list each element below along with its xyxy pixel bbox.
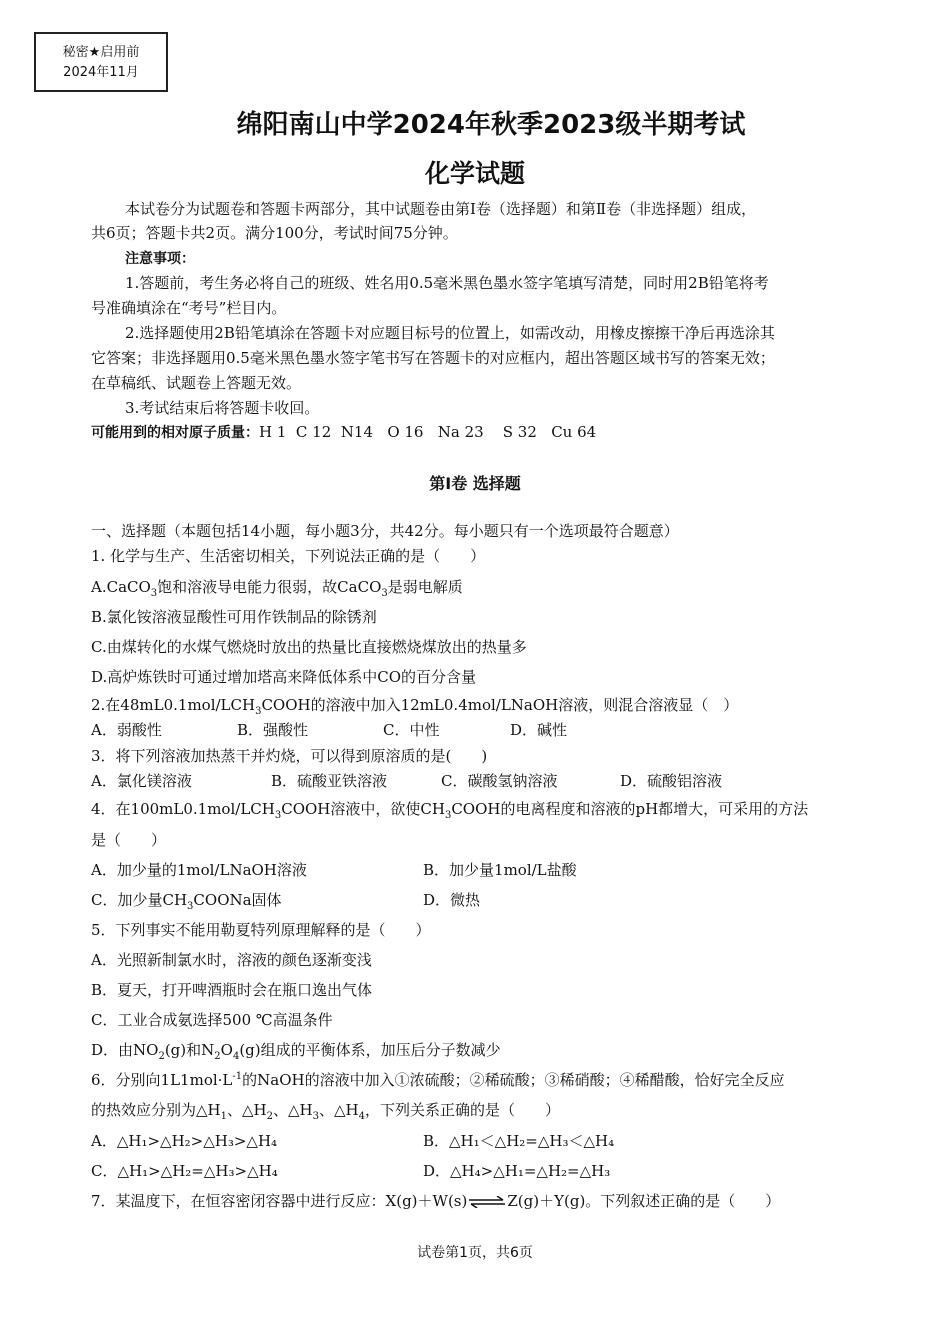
q1-option-c: C.由煤转化的水煤气燃烧时放出的热量比直接燃烧煤放出的热量多 bbox=[91, 638, 527, 656]
intro-p1a: 本试卷分为试题卷和答题卡两部分，其中试题卷由第Ⅰ卷（选择题）和第Ⅱ卷（非选择题）组成， bbox=[125, 200, 757, 218]
section-1-title: 第Ⅰ卷 选择题 bbox=[429, 474, 521, 493]
q7-stem: 7．某温度下，在恒容密闭容器中进行反应：X(g)＋W(s) Z(g)＋Y(g)。下列叙述正确的是（ ） bbox=[91, 1192, 781, 1210]
notice-2b: 它答案；非选择题用0.5毫米黑色墨水签字笔书写在答题卡的对应框内，超出答题区域书写的答案无效； bbox=[91, 349, 775, 367]
q3-option-d: D．硫酸铝溶液 bbox=[620, 772, 723, 790]
q3-stem: 3．将下列溶液加热蒸干并灼烧，可以得到原溶质的是( ) bbox=[91, 747, 488, 765]
page-footer: 试卷第1页，共6页 bbox=[417, 1245, 533, 1261]
atomic-mass-label: 可能用到的相对原子质量： bbox=[91, 425, 259, 441]
q2-option-d: D．碱性 bbox=[510, 721, 568, 739]
atomic-mass-line bbox=[91, 422, 871, 442]
q5-stem: 5．下列事实不能用勒夏特列原理解释的是（ ） bbox=[91, 921, 431, 939]
exam-subtitle: 化学试题 bbox=[424, 159, 525, 188]
exam-title: 绵阳南山中学2024年秋季2023级半期考试 bbox=[236, 110, 746, 140]
q2-stem: 2.在$48mL0.1mol/LCH_3COOH$的溶液中加入12mL0.4mol/LNaOH溶液，则混合溶液显（ ） bbox=[91, 696, 739, 717]
q4-stem-cont: 是（ ） bbox=[91, 831, 167, 849]
q4-option-c: C．加少量$CH_3COONa$固体 bbox=[91, 891, 282, 912]
q2-option-a: A．弱酸性 bbox=[91, 721, 162, 739]
notice-2a: 2.选择题使用2B铅笔填涂在答题卡对应题目标号的位置上，如需改动，用橡皮擦擦干净后再选涂其 bbox=[125, 324, 775, 342]
q4-stem: 4．在$100mL0.1mol/LCH_3COOH$溶液中，欲使$CH_3COOH$的电离程度和溶液的pH都增大，可采用的方法 bbox=[91, 800, 809, 821]
notice-2c: 在草稿纸、试题卷上答题无效。 bbox=[91, 374, 302, 392]
q1-option-d: D.高炉炼铁时可通过增加塔高来降低体系中CO的百分含量 bbox=[91, 668, 477, 686]
stamp-line-1: 秘密★启用前 bbox=[62, 45, 140, 60]
q6-stem-cont: 的热效应分别为$\triangle H_1$、$\triangle H_2$、$\triangle H_3$、$\triangle H_4$，下列关系正确的是（ ） bbox=[91, 1101, 561, 1122]
q1-stem: 1. 化学与生产、生活密切相关，下列说法正确的是（ ） bbox=[91, 547, 486, 565]
q3-option-a: A．氯化镁溶液 bbox=[91, 772, 192, 790]
q6-option-c: C．△H₁>△H₂=△H₃>△H₄ bbox=[91, 1162, 278, 1180]
q6-stem: 6．分别向$1L1mol\cdot L^{-1}$的NaOH的溶液中加入①浓硫酸；②稀硫酸；③稀硝酸；④稀醋酸，恰好完全反应 bbox=[91, 1071, 785, 1089]
intro-p1b: 共6页；答题卡共2页。满分100分，考试时间75分钟。 bbox=[91, 224, 458, 242]
q6-option-a: A．△H₁>△H₂>△H₃>△H₄ bbox=[91, 1132, 278, 1150]
q6-option-d: D．△H₄>△H₁=△H₂=△H₃ bbox=[423, 1162, 611, 1180]
section-1-instruction: 一、选择题（本题包括14小题，每小题3分，共42分。每小题只有一个选项最符合题意） bbox=[91, 522, 679, 540]
q6-option-b: B．△H₁＜△H₂=△H₃＜△H₄ bbox=[423, 1132, 615, 1150]
equilibrium-arrow-icon bbox=[467, 1196, 507, 1208]
atomic-mass-values: H 1 C 12 N14 O 16 Na 23 S 32 Cu 64 bbox=[259, 423, 597, 441]
notice-title: 注意事项： bbox=[125, 251, 195, 267]
q1-option-b: B.氯化铵溶液显酸性可用作铁制品的除锈剂 bbox=[91, 608, 377, 626]
confidential-stamp bbox=[34, 32, 168, 92]
notice-1b: 号准确填涂在“考号”栏目内。 bbox=[91, 299, 287, 317]
q5-option-b: B．夏天，打开啤酒瓶时会在瓶口逸出气体 bbox=[91, 981, 373, 999]
q4-option-a: A．加少量的1mol/LNaOH溶液 bbox=[91, 861, 307, 879]
q2-option-b: B．强酸性 bbox=[237, 721, 309, 739]
q5-option-d: D．由$NO_2(g)$和$N_2O_4(g)$组成的平衡体系，加压后分子数减少 bbox=[91, 1041, 501, 1062]
q4-option-d: D．微热 bbox=[423, 891, 481, 909]
q2-option-c: C．中性 bbox=[383, 721, 440, 739]
q3-option-c: C．碳酸氢钠溶液 bbox=[441, 772, 558, 790]
q3-option-b: B．硫酸亚铁溶液 bbox=[271, 772, 388, 790]
notice-3: 3.考试结束后将答题卡收回。 bbox=[125, 399, 320, 417]
q1-option-a: A.CaCO$_3$饱和溶液导电能力很弱，故CaCO$_3$是弱电解质 bbox=[91, 578, 463, 599]
notice-1a: 1.答题前，考生务必将自己的班级、姓名用0.5毫米黑色墨水签字笔填写清楚，同时用2B铅笔将考 bbox=[125, 274, 769, 292]
q5-option-c: C．工业合成氨选择500 ℃高温条件 bbox=[91, 1011, 333, 1029]
q4-option-b: B．加少量1mol/L盐酸 bbox=[423, 861, 577, 879]
stamp-line-2: 2024年11月 bbox=[63, 65, 139, 80]
q5-option-a: A．光照新制氯水时，溶液的颜色逐渐变浅 bbox=[91, 951, 372, 969]
